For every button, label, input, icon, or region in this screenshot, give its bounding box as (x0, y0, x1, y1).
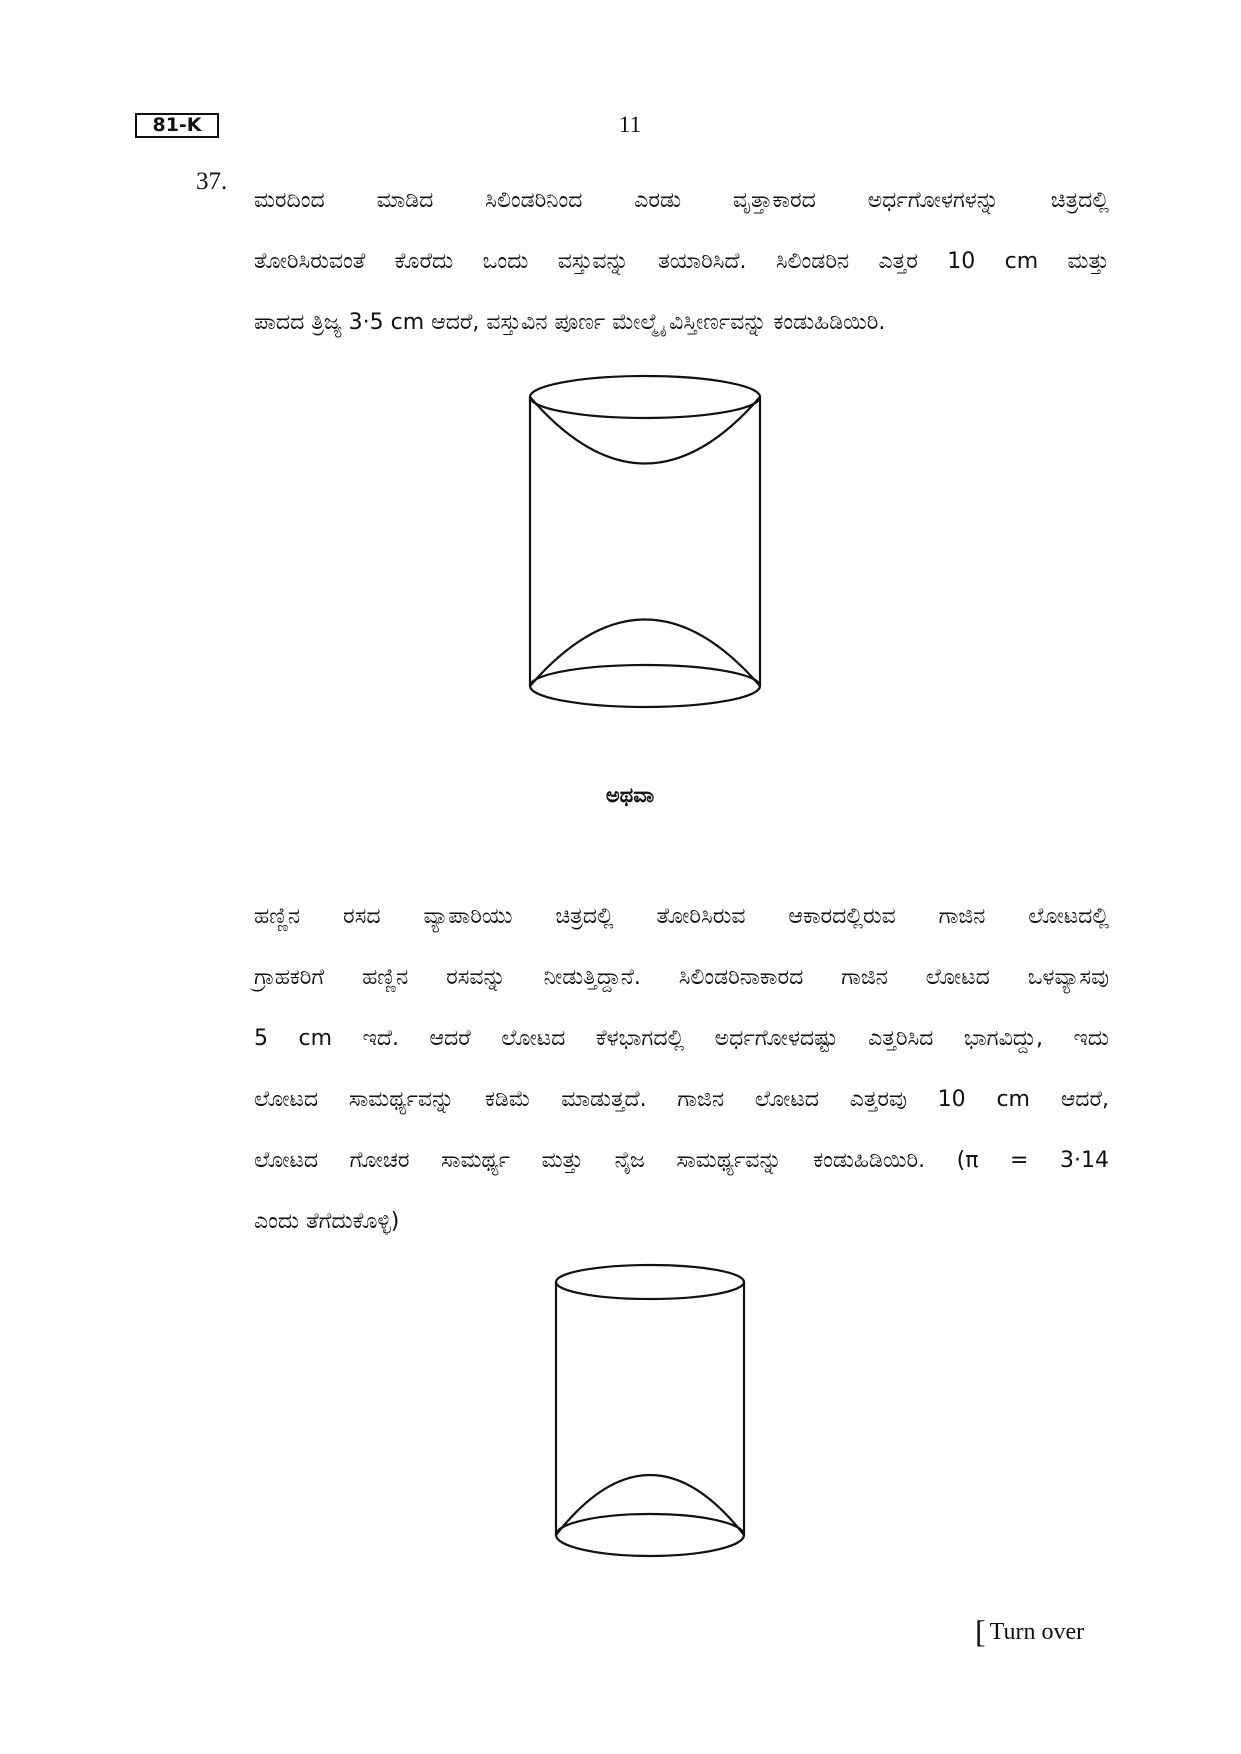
alternate-line: ಎಂದು ತೆಗೆದುಕೊಳ್ಳಿ) (254, 1209, 400, 1234)
question-line: ಮರದಿಂದ ಮಾಡಿದ ಸಿಲಿಂಡರಿನಿಂದ ಎರಡು ವೃತ್ತಾಕಾರದ ಅರ್ಧಗೋಳಗಳನ್ನು ಚಿತ್ರದಲ್ಲಿ (254, 188, 1109, 213)
top-rim-ellipse (530, 376, 760, 418)
glass-top-ellipse (556, 1265, 744, 1299)
paper-code-box: 81-K (135, 113, 219, 138)
page-number: 11 (618, 112, 642, 137)
cylinder-two-hemispheres-figure (520, 370, 770, 720)
bottom-hemisphere-arc (530, 620, 760, 687)
turn-over-note (975, 1613, 1084, 1650)
question-line: ತೋರಿಸಿರುವಂತೆ ಕೊರೆದು ಒಂದು ವಸ್ತುವನ್ನು ತಯಾರಿಸಿದೆ. ಸಿಲಿಂಡರಿನ ಎತ್ತರ 10 cm ಮತ್ತು (254, 249, 1109, 274)
top-hemisphere-arc (530, 397, 760, 464)
turn-over-bracket: [ (975, 1613, 986, 1649)
question-line: ಪಾದದ ತ್ರಿಜ್ಯ 3·5 cm ಆದರೆ, ವಸ್ತುವಿನ ಪೂರ್ಣ ಮೇಲ್ಮೈ ವಿಸ್ತೀರ್ಣವನ್ನು ಕಂಡುಹಿಡಿಯಿರಿ. (254, 310, 886, 335)
question-number: 37. (196, 168, 228, 195)
bottom-rim-ellipse (530, 665, 760, 707)
alternate-line: ಲೋಟದ ಸಾಮರ್ಥ್ಯವನ್ನು ಕಡಿಮೆ ಮಾಡುತ್ತದೆ. ಗಾಜಿನ ಲೋಟದ ಎತ್ತರವು 10 cm ಆದರೆ, (254, 1087, 1109, 1112)
alternate-question-text (254, 886, 1109, 1252)
or-label: ಅಥವಾ (605, 783, 655, 807)
glass-bottom-ellipse (556, 1514, 744, 1556)
alternate-line: 5 cm ಇದೆ. ಆದರೆ ಲೋಟದ ಕೆಳಭಾಗದಲ್ಲಿ ಅರ್ಧಗೋಳದಷ್ಟು ಎತ್ತರಿಸಿದ ಭಾಗವಿದ್ದು, ಇದು (254, 1026, 1109, 1051)
turn-over-text: Turn over (989, 1619, 1085, 1645)
raised-hemisphere-arc (556, 1475, 744, 1535)
alternate-line: ಹಣ್ಣಿನ ರಸದ ವ್ಯಾಪಾರಿಯು ಚಿತ್ರದಲ್ಲಿ ತೋರಿಸಿರುವ ಆಕಾರದಲ್ಲಿರುವ ಗಾಜಿನ ಲೋಟದಲ್ಲಿ (254, 904, 1109, 929)
alternate-line: ಲೋಟದ ಗೋಚರ ಸಾಮರ್ಥ್ಯ ಮತ್ತು ನೈಜ ಸಾಮರ್ಥ್ಯವನ್ನು ಕಂಡುಹಿಡಿಯಿರಿ. (π = 3·14 (254, 1148, 1109, 1173)
alternate-line: ಗ್ರಾಹಕರಿಗೆ ಹಣ್ಣಿನ ರಸವನ್ನು ನೀಡುತ್ತಿದ್ದಾನೆ. ಸಿಲಿಂಡರಿನಾಕಾರದ ಗಾಜಿನ ಲೋಟದ ಒಳವ್ಯಾಸವು (254, 965, 1109, 990)
glass-with-raised-bottom-figure (545, 1260, 755, 1570)
question-text (254, 170, 1109, 353)
